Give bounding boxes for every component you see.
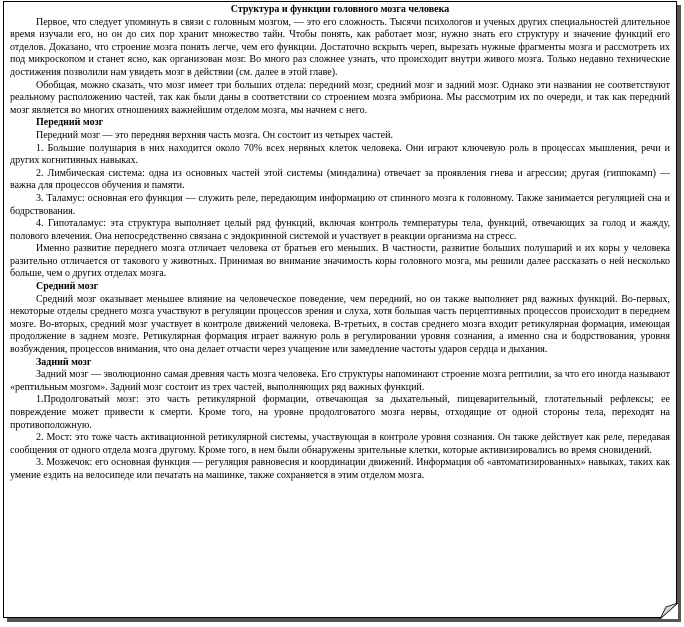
- forebrain-heading: Передний мозг: [36, 117, 104, 129]
- hindbrain-paragraph: 2. Мост: это тоже часть активационной ретикулярной системы, участвующая в контроле уровня сознания. Он также действует как реле, передавая сообщения от одного отдела мозга другому. Кроме того, в нем были обнаружены зрительные клетки, которые активизировались во время сновидений.: [10, 432, 670, 456]
- forebrain-paragraph: 2. Лимбическая система: одна из основных частей этой системы (миндалина) отвечает за проявления гнева и агрессии; другая (гиппокамп) — важна для процессов обучения и памяти.: [10, 167, 670, 192]
- midbrain-heading: Средний мозг: [36, 281, 99, 293]
- forebrain-paragraph: Передний мозг — это передняя верхняя часть мозга. Он состоит из четырех частей.: [36, 129, 393, 141]
- forebrain-paragraph: 1. Большие полушария в них находится около 70% всех нервных клеток человека. Они играют ключевую роль в процессах мышления, речи и других когнитивных навыках.: [10, 142, 670, 167]
- intro-paragraph-2: Обобщая, можно сказать, что мозг имеет три больших отдела: передний мозг, средний мозг и задний мозг. Однако эти названия не соответствуют реальному расположению частей, так как были даны в соответствии со строением мозга эмбриона. Мы рассмотрим их по очереди, и так как передний мозг является во многих отношениях важнейшим отделом мозга, мы начнем с него.: [10, 79, 670, 116]
- page-curl-icon: [660, 603, 678, 619]
- hindbrain-paragraph: 1.Продолговатый мозг: это часть ретикулярной формации, отвечающая за дыхательный, пищеварительный, глотательный рефлексы; ее повреждение может привести к смерти. Кроме того, на уровне продолговатого мозга нервы, отходящие от одной стороны тела, переходят на противоположную.: [10, 394, 670, 431]
- intro-paragraph-1: Первое, что следует упомянуть в связи с головным мозгом, — это его сложность. Тысячи психологов и ученых других специальностей длительное время изучали его, но он до сих пор хранит множество тайн. Чтобы понять, как работает мозг, нужно знать его структуру и значение функций его отделов. Доказано, что строение мозга понять легче, чем его функции. Достаточно вскрыть череп, вырезать нужные фрагменты мозга и рассмотреть их под микроскопом и станет ясно, как организован мозг. Во много раз сложнее узнать, что происходит внутри живого мозга. Только недавно технические достижения позволили нам увидеть мозг в действии (см. далее в этой главе).: [10, 16, 670, 78]
- forebrain-paragraph: 3. Таламус: основная его функция — служить реле, передающим информацию от спинного мозга к головному. Также занимается регуляцией сна и бодрствования.: [10, 192, 670, 217]
- hindbrain-paragraph: Задний мозг — эволюционно самая древняя часть мозга человека. Его структуры напоминают строение мозга рептилии, за что его иногда называют «рептильным мозгом». Задний мозг состоит из трех частей, выполняющих ряд важных функций.: [10, 369, 670, 393]
- hindbrain-paragraph: 3. Мозжечок: его основная функция — регуляция равновесия и координации движений. Информация об «автоматизированных» навыках, таких как умение ездить на велосипеде или печатать на машинке, также сохраняется в этим отделом мозга.: [10, 457, 670, 481]
- forebrain-paragraph: Именно развитие переднего мозга отличает человека от братьев его меньших. В частности, развитие больших полушарий и их коры у человека разительно отличается от такового у животных. Принимая во внимание значимость коры головного мозга, мы решили далее рассказать о ней несколько больше, чем о других отделах мозга.: [10, 243, 670, 280]
- document-title: Структура и функции головного мозга человека: [230, 4, 450, 15]
- midbrain-paragraph: Средний мозг оказывает меньшее влияние на человеческое поведение, чем передний, но он также выполняет ряд важных функций. Во-первых, некоторые отделы среднего мозга участвуют в регуляции процессов зрения и слуха, хотя большая часть перцептивных процессов происходит в переднем мозге. Во-вторых, средний мозг участвует в контроле движений человека. В-третьих, в состав среднего мозга входит ретикулярная формация, имеющая продолжение в заднем мозге. Ретикулярная формация играет важную роль в регулировании уровня сознания, а именно сна и бодрствования, уровня возбуждения, процессов внимания, что она делает отчасти через учащение или замедление частоты ударов сердца и дыхания.: [10, 293, 670, 356]
- document-page: [3, 1, 677, 618]
- hindbrain-heading: Задний мозг: [36, 356, 92, 368]
- forebrain-paragraph: 4. Гипоталамус: эта структура выполняет целый ряд функций, включая контроль температуры тела, функций, отвечающих за голод и жажду, полового влечения. Она непосредственно связана с эндокринной системой и участвует в реакции организма на стресс.: [10, 218, 670, 242]
